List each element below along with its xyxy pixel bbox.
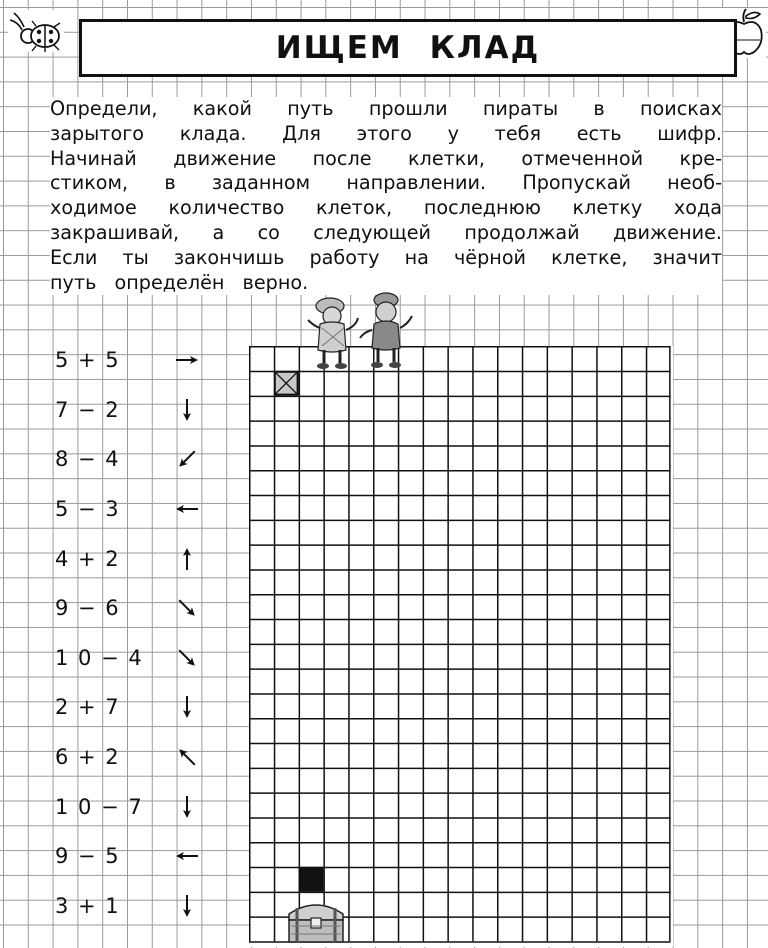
instruction-line: Определи, какой путь прошли пираты в поисках (50, 97, 722, 120)
cipher-expression: 9 − 6 (55, 596, 119, 620)
cipher-row (50, 843, 220, 869)
cipher-expression: 6 + 2 (55, 745, 119, 769)
ladybug-icon (8, 10, 64, 52)
cipher-expression: 1 0 − 4 (55, 646, 142, 670)
cipher-expression: 5 − 3 (55, 497, 119, 521)
cipher-row (50, 446, 220, 472)
direction-arrow-icon (167, 843, 207, 869)
cipher-row (50, 397, 220, 423)
instruction-line: Если ты закончишь работу на чёрной клетке, значит (50, 245, 722, 269)
puzzle-grid[interactable] (249, 346, 673, 947)
direction-arrow-icon (167, 595, 207, 621)
direction-arrow-icon (167, 744, 207, 770)
cipher-row (50, 546, 220, 572)
page-title: ИЩЕМ КЛАД (275, 30, 541, 66)
cipher-expression: 4 + 2 (55, 547, 119, 571)
instruction-line: Начинай движение после клетки, отмеченной кре- (50, 146, 722, 170)
instructions (50, 97, 722, 295)
cipher-row (50, 794, 220, 820)
instruction-line: зарытого клада. Для этого у тебя есть шифр. (50, 121, 722, 145)
pirates-illustration (300, 290, 418, 370)
direction-arrow-icon (167, 546, 207, 572)
direction-arrow-icon (167, 645, 207, 671)
direction-arrow-icon (167, 446, 207, 472)
direction-arrow-icon (167, 794, 207, 820)
cipher-expression: 3 + 1 (55, 894, 119, 918)
direction-arrow-icon (167, 397, 207, 423)
cipher-expression: 7 − 2 (55, 398, 119, 422)
direction-arrow-icon (167, 694, 207, 720)
cipher-expression: 8 − 4 (55, 447, 119, 471)
cipher-expression: 9 − 5 (55, 844, 119, 868)
instruction-line: стиком, в заданном направлении. Пропускай необ- (50, 171, 722, 195)
cipher-row (50, 645, 220, 671)
cipher-expression: 5 + 5 (55, 348, 119, 372)
cipher-row (50, 694, 220, 720)
direction-arrow-icon (167, 893, 207, 919)
title-box (79, 19, 737, 77)
treasure-chest-icon (283, 896, 349, 944)
cipher-row (50, 496, 220, 522)
target-black-cell (299, 867, 324, 892)
instruction-line: закрашивай, а со следующей продолжай движение. (50, 220, 722, 244)
cipher-row (50, 347, 220, 373)
cipher-row (50, 595, 220, 621)
cipher-row (50, 893, 220, 919)
direction-arrow-icon (167, 347, 207, 373)
cipher-expression: 1 0 − 7 (55, 795, 142, 819)
instruction-line: путь определён верно. (50, 270, 309, 294)
instruction-line: ходимое количество клеток, последнюю клетку хода (50, 196, 722, 220)
direction-arrow-icon (167, 496, 207, 522)
cipher-row (50, 744, 220, 770)
cipher-expression: 2 + 7 (55, 695, 119, 719)
